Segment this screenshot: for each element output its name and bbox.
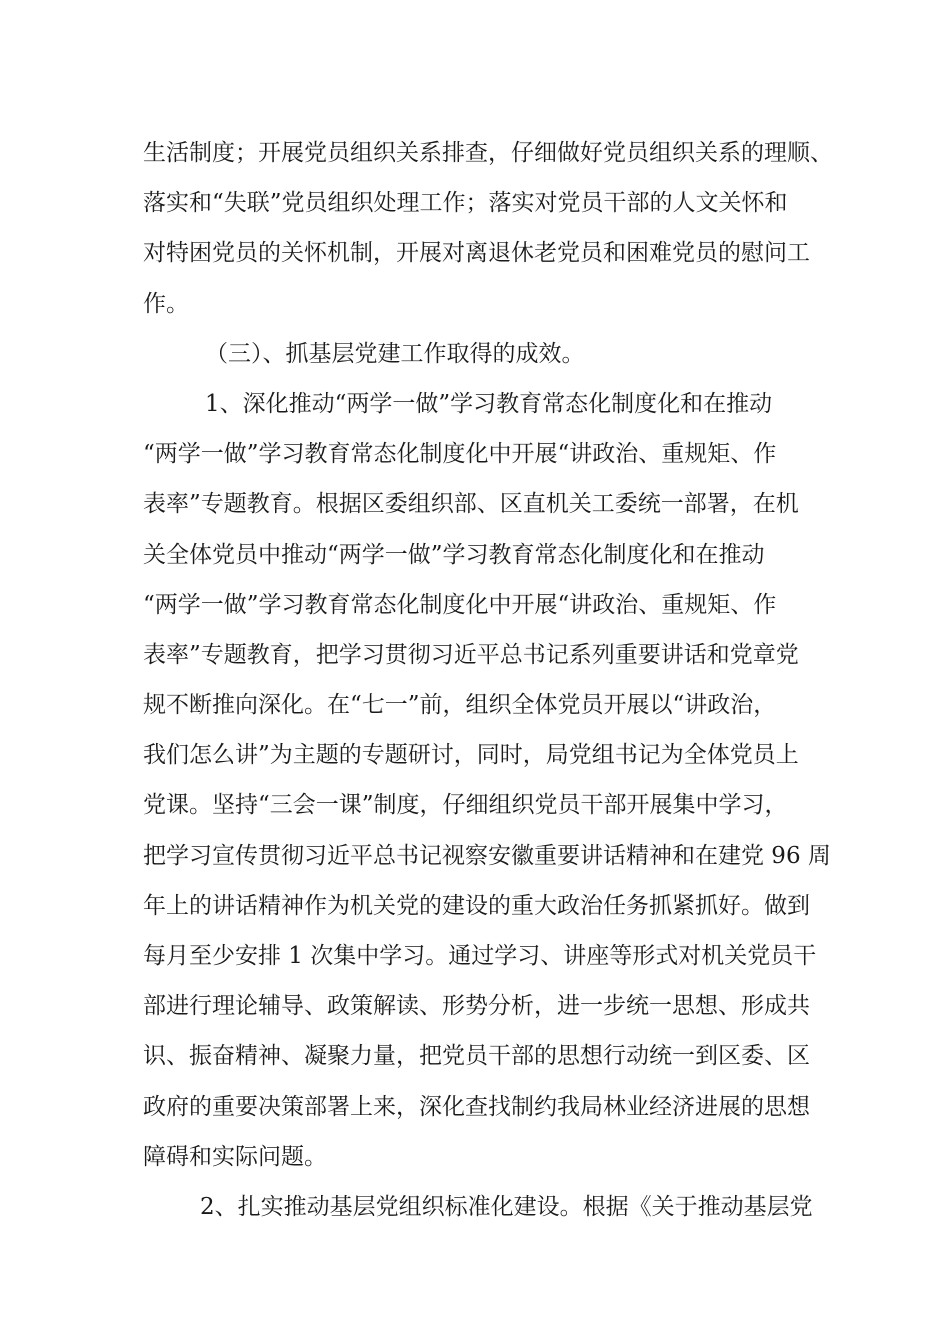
text-line: 年上的讲话精神作为机关党的建设的重大政治任务抓紧抓好。做到 [143,892,810,919]
text-line: 把学习宣传贯彻习近平总书记视察安徽重要讲话精神和在建党 96 周 [143,842,831,869]
text-line: 识、振奋精神、凝聚力量，把党员干部的思想行动统一到区委、区 [143,1043,810,1070]
text-line: 党课。坚持“三会一课”制度，仔细组织党员干部开展集中学习， [143,792,788,819]
body-text [143,128,833,1232]
text-line: 部进行理论辅导、政策解读、形势分析，进一步统一思想、形成共 [143,993,810,1020]
text-line: 政府的重要决策部署上来，深化查找制约我局林业经济进展的思想 [143,1093,810,1120]
text-line: 规不断推向深化。在“七一”前，组织全体党员开展以“讲政治， [143,692,777,719]
text-line: 障碍和实际问题。 [143,1143,327,1170]
text-line: 对特困党员的关怀机制，开展对离退休老党员和困难党员的慰问工 [143,240,810,267]
text-line: 表率”专题教育，把学习贯彻习近平总书记系列重要讲话和党章党 [143,641,799,668]
text-line: “两学一做”学习教育常态化制度化中开展“讲政治、重规矩、作 [143,441,777,468]
paragraph-start: 1、深化推动“两学一做”学习教育常态化制度化和在推动 [205,390,773,417]
text-line: 每月至少安排 1 次集中学习。通过学习、讲座等形式对机关党员干 [143,943,817,969]
text-line: 作。 [143,290,189,317]
text-line: 生活制度；开展党员组织关系排查，仔细做好党员组织关系的理顺、 [143,140,833,166]
text-line: “两学一做”学习教育常态化制度化中开展“讲政治、重规矩、作 [143,591,777,618]
text-line: 关全体党员中推动“两学一做”学习教育常态化制度化和在推动 [143,541,765,568]
paragraph-start: 2、扎实推动基层党组织标准化建设。根据《关于推动基层党 [200,1193,813,1220]
section-heading: （三）、抓基层党建工作取得的成效。 [205,340,585,367]
text-line: 我们怎么讲”为主题的专题研讨，同时，局党组书记为全体党员上 [143,742,799,769]
text-line: 落实和“失联”党员组织处理工作；落实对党员干部的人文关怀和 [143,190,788,217]
text-line: 表率”专题教育。根据区委组织部、区直机关工委统一部署，在机 [143,491,799,518]
